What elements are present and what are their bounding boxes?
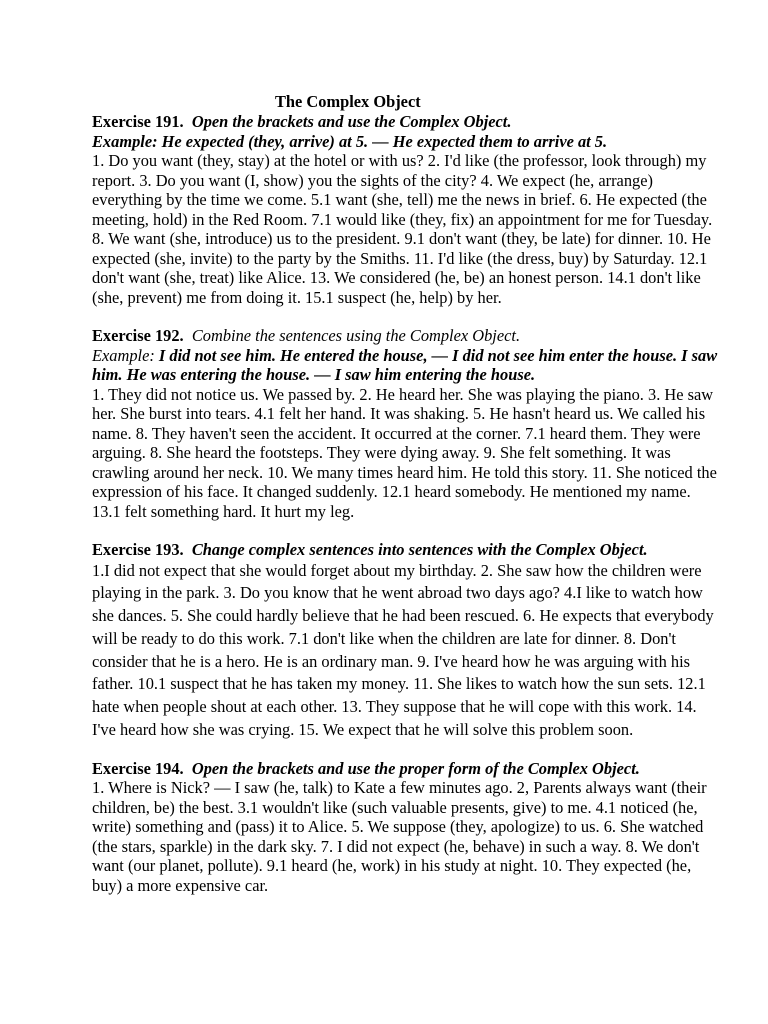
exercise-192-number: Exercise 192.	[92, 326, 184, 345]
exercise-191-heading	[92, 112, 722, 132]
exercise-194-number: Exercise 194.	[92, 758, 184, 778]
exercise-192-instruction: Combine the sentences using the Complex Object.	[191, 326, 521, 345]
exercise-194-heading	[92, 759, 722, 779]
page-title: The Complex Object	[275, 92, 421, 111]
exercise-191-instruction: Open the brackets and use the Complex Object.	[191, 112, 512, 131]
exercise-192-example-label: Example:	[92, 345, 155, 365]
exercise-191	[92, 112, 722, 307]
exercise-194	[92, 759, 722, 896]
document-page	[92, 92, 722, 895]
exercise-193	[92, 540, 722, 742]
exercise-194-body: 1. Where is Nick? — I saw (he, talk) to Kate a few minutes ago. 2, Parents always want (their children, be) the best. 3.1 wouldn't like (such valuable presents, give) to me. 4.1 noticed (he, write) something and (pass) it to Alice. 5. We suppose (they, apologize) to us. 6. She watched (the stars, sparkle) in the dark sky. 7. I did not expect (he, behave) in such a way. 8. We don't want (our planet, pollute). 9.1 heard (he, work) in his study at night. 10. They expected (he, buy) a more expensive car.	[92, 778, 707, 895]
exercise-192-heading	[92, 326, 722, 346]
exercise-192-example	[92, 346, 722, 385]
exercise-193-body: 1.I did not expect that she would forget about my birthday. 2. She saw how the children were playing in the park. 3. Do you know that he went abroad two days ago? 4.I like to watch how she dances. 5. She could hardly believe that he had been rescued. 6. He expects that everybody will be ready to do this work. 7.1 don't like when the children are late for dinner. 8. Don't consider that he is a hero. He is an ordinary man. 9. I've heard how he was arguing with his father. 10.1 suspect that he has taken my money. 11. She likes to watch how the sun sets. 12.1 hate when people shout at each other. 13. They suppose that he will cope with this work. 14. I've heard how she was crying. 15. We expect that he will solve this problem soon.	[92, 560, 714, 740]
exercise-192-example-text: I did not see him. He entered the house, — I did not see him enter the house. I saw him. He was entering the house. — I saw him entering the house.	[92, 345, 718, 384]
exercise-193-instruction: Change complex sentences into sentences with the Complex Object.	[191, 540, 648, 559]
exercise-192	[92, 326, 722, 521]
exercise-193-number: Exercise 193.	[92, 540, 184, 559]
exercise-191-body: 1. Do you want (they, stay) at the hotel or with us? 2. I'd like (the professor, look through) my report. 3. Do you want (I, show) you the sights of the city? 4. We expect (he, arrange) everything by the time we come. 5.1 want (she, tell) me the news in brief. 6. He expected (the meeting, hold) in the Red Room. 7.1 would like (they, fix) an appointment for me for Tuesday. 8. We want (she, introduce) us to the president. 9.1 don't want (they, be late) for dinner. 10. He expected (she, invite) to the party by the Smiths. 11. I'd like (the dress, buy) by Saturday. 12.1 don't want (she, treat) like Alice. 13. We considered (he, be) an honest person. 14.1 don't like (she, prevent) me from doing it. 15.1 suspect (he, help) by her.	[92, 151, 713, 307]
exercise-191-example: Example: He expected (they, arrive) at 5. — He expected them to arrive at 5.	[92, 131, 608, 151]
exercise-191-number: Exercise 191.	[92, 112, 184, 131]
exercise-192-body: 1. They did not notice us. We passed by. 2. He heard her. She was playing the piano. 3. He saw her. She burst into tears. 4.1 felt her hand. It was shaking. 5. He hasn't heard us. We called his name. 8. They haven't seen the accident. It occurred at the corner. 7.1 heard them. They were arguing. 8. She heard the footsteps. They were dying away. 9. She felt something. It was crawling around her neck. 10. We many times heard him. He told this story. 11. She noticed the expression of his face. It changed suddenly. 12.1 heard somebody. He mentioned my name. 13.1 felt something hard. It hurt my leg.	[92, 384, 717, 521]
exercise-194-instruction: Open the brackets and use the proper form of the Complex Object.	[191, 758, 640, 778]
exercise-193-heading	[92, 540, 722, 560]
